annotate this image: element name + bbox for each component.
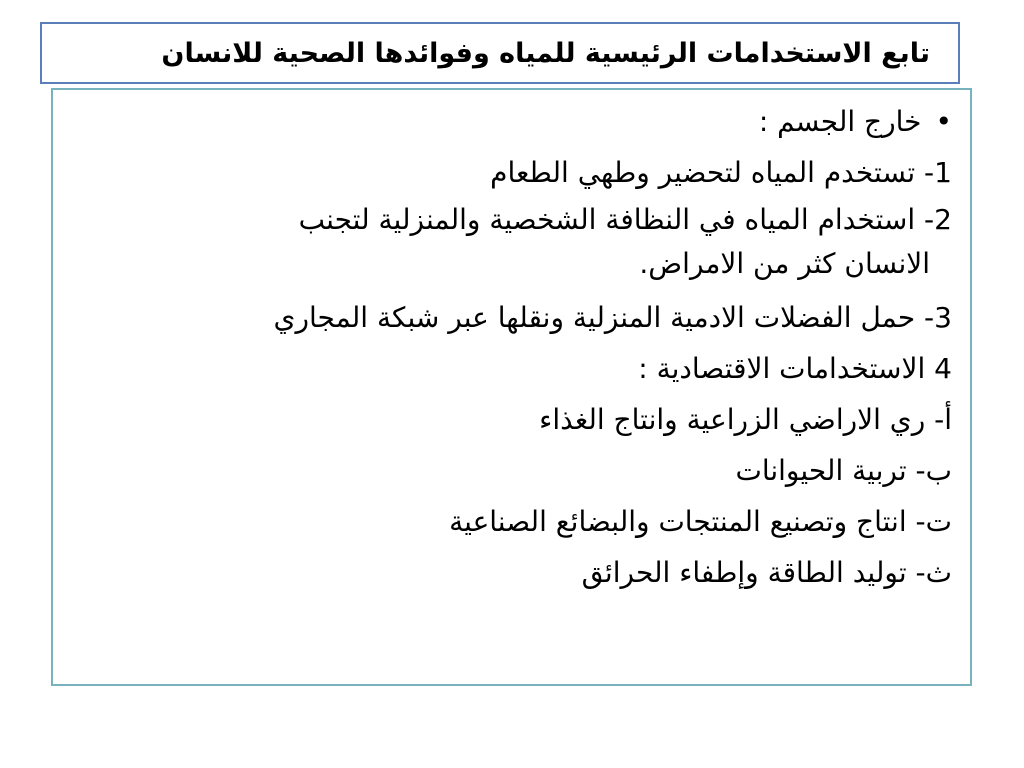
title-box xyxy=(40,22,960,84)
list-item-2 xyxy=(72,198,952,286)
list-item-2-line-1: 2- استخدام المياه في النظافة الشخصية والمنزلية لتجنب xyxy=(298,203,952,236)
sub-item-b: ب- تربية الحيوانات xyxy=(735,454,952,487)
bullet-heading xyxy=(72,96,952,147)
slide-title: تابع الاستخدامات الرئيسية للمياه وفوائدها الصحية للانسان xyxy=(161,38,930,69)
sub-item-a: أ- ري الاراضي الزراعية وانتاج الغذاء xyxy=(539,403,952,436)
sub-item-d: ث- توليد الطاقة وإطفاء الحرائق xyxy=(581,556,952,589)
list-item-2-line-2: الانسان كثر من الامراض. xyxy=(639,247,930,280)
content-box xyxy=(51,88,972,686)
list-item-4: 4 الاستخدامات الاقتصادية : xyxy=(638,352,952,385)
bullet-icon: • xyxy=(935,105,952,138)
list-item-3: 3- حمل الفضلات الادمية المنزلية ونقلها عبر شبكة المجاري xyxy=(273,301,952,334)
list-item-1: 1- تستخدم المياه لتحضير وطهي الطعام xyxy=(490,156,952,189)
sub-item-c: ت- انتاج وتصنيع المنتجات والبضائع الصناعية xyxy=(449,505,952,538)
content-list xyxy=(72,96,952,598)
heading-text: خارج الجسم : xyxy=(758,105,922,138)
